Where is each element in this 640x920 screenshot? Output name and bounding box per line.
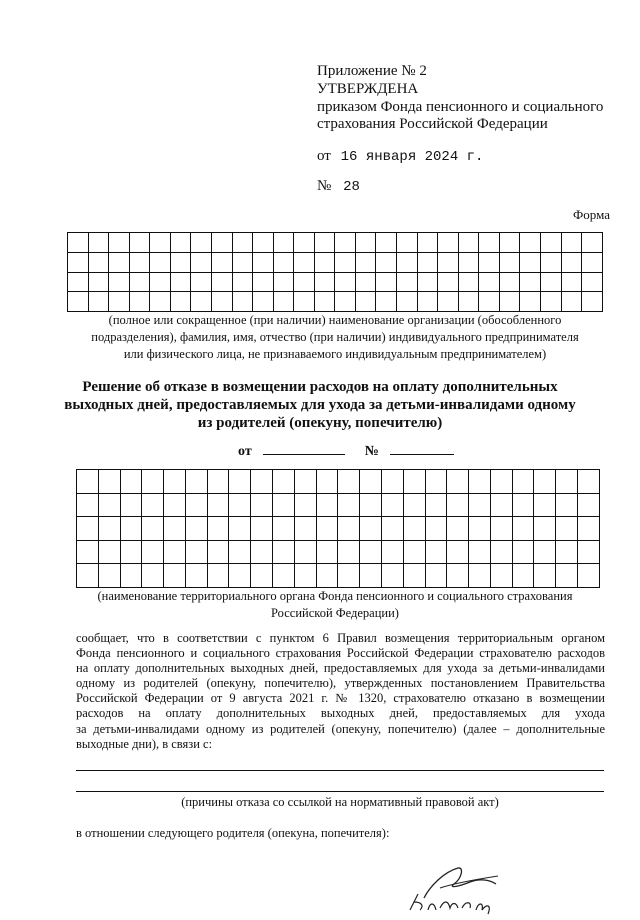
grid-cell[interactable]: [68, 292, 89, 312]
order-number: [317, 177, 360, 196]
parent-line: в отношении следующего родителя (опекуна, попечителя):: [76, 826, 390, 840]
order-line-1: приказом Фонда пенсионного и социального: [317, 99, 604, 115]
grid-cell[interactable]: [120, 564, 142, 588]
order-date: [317, 147, 483, 166]
grid-cell[interactable]: [376, 252, 397, 272]
grid-cell[interactable]: [273, 517, 295, 541]
grid-cell[interactable]: [577, 564, 599, 588]
body-line: Фонда пенсионного и социального страхования Российской Федерации страхователю расходов: [76, 646, 605, 661]
grid-cell[interactable]: [150, 252, 171, 272]
grid-cell[interactable]: [129, 252, 150, 272]
grid-cell[interactable]: [185, 540, 207, 564]
grid-cell[interactable]: [164, 517, 186, 541]
grid-cell[interactable]: [355, 292, 376, 312]
grid-cell[interactable]: [211, 292, 232, 312]
grid-cell[interactable]: [376, 272, 397, 292]
grid-cell[interactable]: [490, 540, 512, 564]
grid-cell[interactable]: [120, 540, 142, 564]
organization-caption-line: или физического лица, не признаваемого индивидуальным предпринимателем): [123, 347, 547, 361]
grid-cell[interactable]: [381, 517, 403, 541]
decision-title: [40, 378, 600, 432]
grid-cell[interactable]: [77, 517, 99, 541]
decision-title-line: выходных дней, предоставляемых для ухода за детьми-инвалидами одному: [64, 397, 576, 413]
grid-cell[interactable]: [540, 292, 561, 312]
grid-cell[interactable]: [207, 540, 229, 564]
grid-cell[interactable]: [273, 540, 295, 564]
grid-cell[interactable]: [577, 470, 599, 494]
grid-cell[interactable]: [253, 233, 274, 253]
grid-cell[interactable]: [294, 564, 316, 588]
decision-number-label: №: [364, 444, 379, 459]
grid-cell[interactable]: [417, 233, 438, 253]
grid-cell[interactable]: [335, 252, 356, 272]
grid-cell[interactable]: [229, 540, 251, 564]
reason-line-2: [76, 791, 604, 792]
grid-cell[interactable]: [397, 233, 418, 253]
grid-cell[interactable]: [129, 292, 150, 312]
grid-cell[interactable]: [68, 233, 89, 253]
grid-cell[interactable]: [403, 470, 425, 494]
grid-cell[interactable]: [335, 292, 356, 312]
grid-row: [68, 292, 603, 312]
grid-cell[interactable]: [88, 252, 109, 272]
grid-cell[interactable]: [335, 233, 356, 253]
body-line: на оплату дополнительных выходных дней, предоставляемых для ухода за детьми-инвалидами: [76, 661, 605, 676]
grid-cell[interactable]: [98, 517, 120, 541]
grid-cell[interactable]: [68, 252, 89, 272]
grid-row: [68, 272, 603, 292]
decision-date-number: [238, 440, 454, 460]
grid-cell[interactable]: [338, 493, 360, 517]
grid-cell[interactable]: [469, 564, 491, 588]
territorial-caption-line: (наименование территориального органа Фонда пенсионного и социального страхования: [97, 589, 573, 603]
grid-cell[interactable]: [253, 252, 274, 272]
grid-cell[interactable]: [381, 470, 403, 494]
grid-cell[interactable]: [170, 233, 191, 253]
grid-cell[interactable]: [251, 470, 273, 494]
grid-cell[interactable]: [294, 470, 316, 494]
reason-caption: (причины отказа со ссылкой на нормативный правовой акт): [181, 795, 499, 809]
grid-cell[interactable]: [273, 292, 294, 312]
grid-cell[interactable]: [355, 233, 376, 253]
grid-cell[interactable]: [185, 470, 207, 494]
grid-cell[interactable]: [561, 233, 582, 253]
grid-cell[interactable]: [207, 493, 229, 517]
grid-cell[interactable]: [232, 272, 253, 292]
grid-cell[interactable]: [499, 252, 520, 272]
grid-cell[interactable]: [556, 470, 578, 494]
grid-cell[interactable]: [273, 233, 294, 253]
grid-cell[interactable]: [77, 540, 99, 564]
organization-caption: [60, 312, 610, 363]
grid-cell[interactable]: [479, 292, 500, 312]
grid-cell[interactable]: [469, 470, 491, 494]
grid-cell[interactable]: [582, 272, 603, 292]
grid-cell[interactable]: [397, 272, 418, 292]
grid-cell[interactable]: [499, 272, 520, 292]
grid-cell[interactable]: [150, 272, 171, 292]
decision-number-blank: [390, 440, 454, 455]
grid-cell[interactable]: [109, 233, 130, 253]
body-line: расходов на оплату дополнительных выходных дней, предоставляемых для ухода: [76, 706, 605, 721]
grid-cell[interactable]: [294, 292, 315, 312]
body-line: сообщает, что в соответствии с пунктом 6 Правил возмещения территориальным органом: [76, 631, 605, 645]
grid-cell[interactable]: [120, 517, 142, 541]
grid-cell[interactable]: [273, 252, 294, 272]
grid-cell[interactable]: [170, 272, 191, 292]
grid-cell[interactable]: [164, 564, 186, 588]
grid-cell[interactable]: [469, 517, 491, 541]
grid-cell[interactable]: [120, 470, 142, 494]
grid-cell[interactable]: [273, 493, 295, 517]
grid-cell[interactable]: [294, 252, 315, 272]
grid-cell[interactable]: [170, 292, 191, 312]
organization-caption-line: (полное или сокращенное (при наличии) наименование организации (обособленного: [108, 313, 562, 327]
grid-cell[interactable]: [253, 272, 274, 292]
grid-cell[interactable]: [512, 517, 534, 541]
grid-cell[interactable]: [447, 517, 469, 541]
grid-cell[interactable]: [142, 470, 164, 494]
grid-cell[interactable]: [381, 564, 403, 588]
grid-cell[interactable]: [251, 493, 273, 517]
grid-cell[interactable]: [316, 564, 338, 588]
body-line: за детьми-инвалидами одному из родителей (опекуну, попечителю) (далее – дополнительные: [76, 721, 605, 736]
grid-cell[interactable]: [229, 470, 251, 494]
grid-cell[interactable]: [88, 292, 109, 312]
grid-cell[interactable]: [68, 272, 89, 292]
grid-cell[interactable]: [338, 470, 360, 494]
grid-cell[interactable]: [499, 233, 520, 253]
grid-cell[interactable]: [98, 540, 120, 564]
grid-cell[interactable]: [109, 252, 130, 272]
grid-cell[interactable]: [98, 470, 120, 494]
grid-cell[interactable]: [425, 493, 447, 517]
grid-cell[interactable]: [294, 493, 316, 517]
organization-caption-line: подразделения), фамилия, имя, отчество (при наличии) индивидуального предпринимателя: [91, 330, 579, 344]
grid-cell[interactable]: [417, 252, 438, 272]
grid-cell[interactable]: [360, 517, 382, 541]
grid-cell[interactable]: [556, 493, 578, 517]
grid-cell[interactable]: [164, 540, 186, 564]
territorial-caption-line: Российской Федерации): [271, 606, 399, 620]
grid-cell[interactable]: [403, 517, 425, 541]
approved-label: УТВЕРЖДЕНА: [317, 81, 419, 97]
grid-cell[interactable]: [469, 493, 491, 517]
grid-cell[interactable]: [185, 493, 207, 517]
grid-cell[interactable]: [403, 493, 425, 517]
grid-cell[interactable]: [512, 540, 534, 564]
grid-cell[interactable]: [403, 564, 425, 588]
grid-cell[interactable]: [561, 292, 582, 312]
grid-cell[interactable]: [479, 272, 500, 292]
grid-cell[interactable]: [438, 272, 459, 292]
grid-cell[interactable]: [164, 470, 186, 494]
grid-cell[interactable]: [211, 233, 232, 253]
grid-cell[interactable]: [438, 292, 459, 312]
grid-cell[interactable]: [207, 470, 229, 494]
grid-cell[interactable]: [232, 252, 253, 272]
order-number-prefix: №: [317, 178, 332, 194]
grid-cell[interactable]: [397, 252, 418, 272]
grid-cell[interactable]: [338, 564, 360, 588]
grid-cell[interactable]: [229, 564, 251, 588]
grid-cell[interactable]: [316, 470, 338, 494]
grid-cell[interactable]: [170, 252, 191, 272]
grid-cell[interactable]: [425, 540, 447, 564]
grid-cell[interactable]: [490, 517, 512, 541]
grid-cell[interactable]: [98, 564, 120, 588]
grid-row: [77, 564, 600, 588]
grid-cell[interactable]: [438, 252, 459, 272]
grid-cell[interactable]: [211, 272, 232, 292]
grid-cell[interactable]: [447, 493, 469, 517]
grid-cell[interactable]: [458, 252, 479, 272]
grid-cell[interactable]: [561, 272, 582, 292]
grid-cell[interactable]: [191, 252, 212, 272]
grid-cell[interactable]: [479, 252, 500, 272]
grid-cell[interactable]: [211, 252, 232, 272]
order-number-value: 28: [343, 179, 360, 195]
decision-date-label: от: [238, 444, 252, 459]
grid-row: [77, 517, 600, 541]
grid-cell[interactable]: [447, 540, 469, 564]
grid-cell[interactable]: [490, 564, 512, 588]
grid-cell[interactable]: [355, 272, 376, 292]
grid-row: [68, 233, 603, 253]
grid-cell[interactable]: [540, 272, 561, 292]
grid-cell[interactable]: [229, 517, 251, 541]
grid-cell[interactable]: [561, 252, 582, 272]
grid-cell[interactable]: [360, 470, 382, 494]
order-line-2: страхования Российской Федерации: [317, 116, 548, 132]
grid-cell[interactable]: [490, 470, 512, 494]
grid-cell[interactable]: [582, 292, 603, 312]
grid-cell[interactable]: [77, 564, 99, 588]
body-paragraph: [76, 631, 605, 752]
grid-cell[interactable]: [316, 540, 338, 564]
decision-title-line: из родителей (опекуну, попечителю): [197, 415, 443, 431]
grid-cell[interactable]: [458, 272, 479, 292]
grid-cell[interactable]: [335, 272, 356, 292]
grid-cell[interactable]: [294, 517, 316, 541]
grid-cell[interactable]: [129, 272, 150, 292]
body-line: одному из родителей (опекуну, попечителю), утвержденных постановлением Правительства: [76, 676, 605, 691]
grid-cell[interactable]: [338, 517, 360, 541]
grid-cell[interactable]: [191, 272, 212, 292]
order-date-prefix: от: [317, 148, 331, 164]
grid-cell[interactable]: [447, 564, 469, 588]
grid-cell[interactable]: [142, 564, 164, 588]
grid-cell[interactable]: [294, 272, 315, 292]
grid-cell[interactable]: [294, 540, 316, 564]
grid-cell[interactable]: [360, 493, 382, 517]
grid-cell[interactable]: [207, 564, 229, 588]
grid-cell[interactable]: [232, 292, 253, 312]
grid-cell[interactable]: [251, 540, 273, 564]
grid-cell[interactable]: [534, 470, 556, 494]
grid-cell[interactable]: [582, 252, 603, 272]
grid-cell[interactable]: [376, 292, 397, 312]
grid-cell[interactable]: [150, 233, 171, 253]
grid-cell[interactable]: [207, 517, 229, 541]
grid-cell[interactable]: [88, 272, 109, 292]
grid-cell[interactable]: [229, 493, 251, 517]
grid-cell[interactable]: [520, 233, 541, 253]
signature: [400, 858, 510, 918]
grid-cell[interactable]: [142, 517, 164, 541]
grid-cell[interactable]: [253, 292, 274, 312]
grid-cell[interactable]: [403, 540, 425, 564]
grid-cell[interactable]: [360, 564, 382, 588]
grid-cell[interactable]: [142, 540, 164, 564]
grid-cell[interactable]: [185, 517, 207, 541]
grid-cell[interactable]: [314, 233, 335, 253]
grid-cell[interactable]: [381, 540, 403, 564]
grid-cell[interactable]: [273, 564, 295, 588]
grid-cell[interactable]: [577, 493, 599, 517]
grid-cell[interactable]: [150, 292, 171, 312]
grid-cell[interactable]: [540, 252, 561, 272]
grid-cell[interactable]: [129, 233, 150, 253]
grid-cell[interactable]: [376, 233, 397, 253]
grid-cell[interactable]: [520, 252, 541, 272]
grid-cell[interactable]: [232, 233, 253, 253]
grid-cell[interactable]: [251, 564, 273, 588]
grid-cell[interactable]: [120, 493, 142, 517]
decision-date-blank: [263, 440, 345, 455]
grid-cell[interactable]: [534, 540, 556, 564]
territorial-body-grid: [76, 469, 600, 588]
grid-cell[interactable]: [251, 517, 273, 541]
grid-cell[interactable]: [77, 470, 99, 494]
grid-cell[interactable]: [534, 493, 556, 517]
grid-cell[interactable]: [490, 493, 512, 517]
grid-row: [77, 540, 600, 564]
territorial-caption: [60, 588, 610, 622]
grid-cell[interactable]: [314, 252, 335, 272]
grid-cell[interactable]: [556, 564, 578, 588]
grid-cell[interactable]: [540, 233, 561, 253]
grid-cell[interactable]: [185, 564, 207, 588]
reason-line-1: [76, 770, 604, 771]
grid-cell[interactable]: [316, 493, 338, 517]
grid-cell[interactable]: [512, 470, 534, 494]
grid-cell[interactable]: [556, 540, 578, 564]
grid-cell[interactable]: [520, 272, 541, 292]
grid-cell[interactable]: [191, 292, 212, 312]
grid-cell[interactable]: [316, 517, 338, 541]
grid-row: [77, 493, 600, 517]
grid-cell[interactable]: [360, 540, 382, 564]
order-date-value: 16 января 2024 г.: [340, 149, 484, 165]
grid-cell[interactable]: [512, 493, 534, 517]
grid-row: [68, 252, 603, 272]
grid-cell[interactable]: [556, 517, 578, 541]
grid-cell[interactable]: [142, 493, 164, 517]
grid-cell[interactable]: [314, 272, 335, 292]
body-line: выходные дни), в связи с:: [76, 736, 213, 751]
grid-cell[interactable]: [88, 233, 109, 253]
grid-cell[interactable]: [458, 233, 479, 253]
grid-cell[interactable]: [447, 470, 469, 494]
grid-cell[interactable]: [577, 540, 599, 564]
grid-cell[interactable]: [520, 292, 541, 312]
grid-cell[interactable]: [355, 252, 376, 272]
grid-cell[interactable]: [397, 292, 418, 312]
grid-cell[interactable]: [273, 470, 295, 494]
grid-cell[interactable]: [425, 470, 447, 494]
grid-cell[interactable]: [534, 564, 556, 588]
grid-cell[interactable]: [338, 540, 360, 564]
grid-cell[interactable]: [425, 517, 447, 541]
decision-title-line: Решение об отказе в возмещении расходов на оплату дополнительных: [82, 379, 558, 395]
grid-cell[interactable]: [438, 233, 459, 253]
grid-row: [77, 470, 600, 494]
grid-cell[interactable]: [417, 272, 438, 292]
grid-cell[interactable]: [417, 292, 438, 312]
grid-cell[interactable]: [534, 517, 556, 541]
grid-cell[interactable]: [109, 272, 130, 292]
grid-cell[interactable]: [582, 233, 603, 253]
grid-cell[interactable]: [425, 564, 447, 588]
grid-cell[interactable]: [479, 233, 500, 253]
grid-cell[interactable]: [98, 493, 120, 517]
grid-cell[interactable]: [109, 292, 130, 312]
appendix-label: Приложение № 2: [317, 63, 427, 79]
grid-cell[interactable]: [381, 493, 403, 517]
grid-cell[interactable]: [164, 493, 186, 517]
form-label: Форма: [573, 207, 610, 222]
grid-cell[interactable]: [512, 564, 534, 588]
grid-cell[interactable]: [191, 233, 212, 253]
organization-name-grid: [67, 232, 603, 312]
grid-cell[interactable]: [77, 493, 99, 517]
grid-cell[interactable]: [469, 540, 491, 564]
body-line: Российской Федерации от 9 августа 2021 г. № 1320, страхователю отказано в возмещении: [76, 691, 605, 706]
grid-cell[interactable]: [499, 292, 520, 312]
grid-cell[interactable]: [577, 517, 599, 541]
grid-cell[interactable]: [273, 272, 294, 292]
grid-cell[interactable]: [294, 233, 315, 253]
grid-cell[interactable]: [314, 292, 335, 312]
grid-cell[interactable]: [458, 292, 479, 312]
